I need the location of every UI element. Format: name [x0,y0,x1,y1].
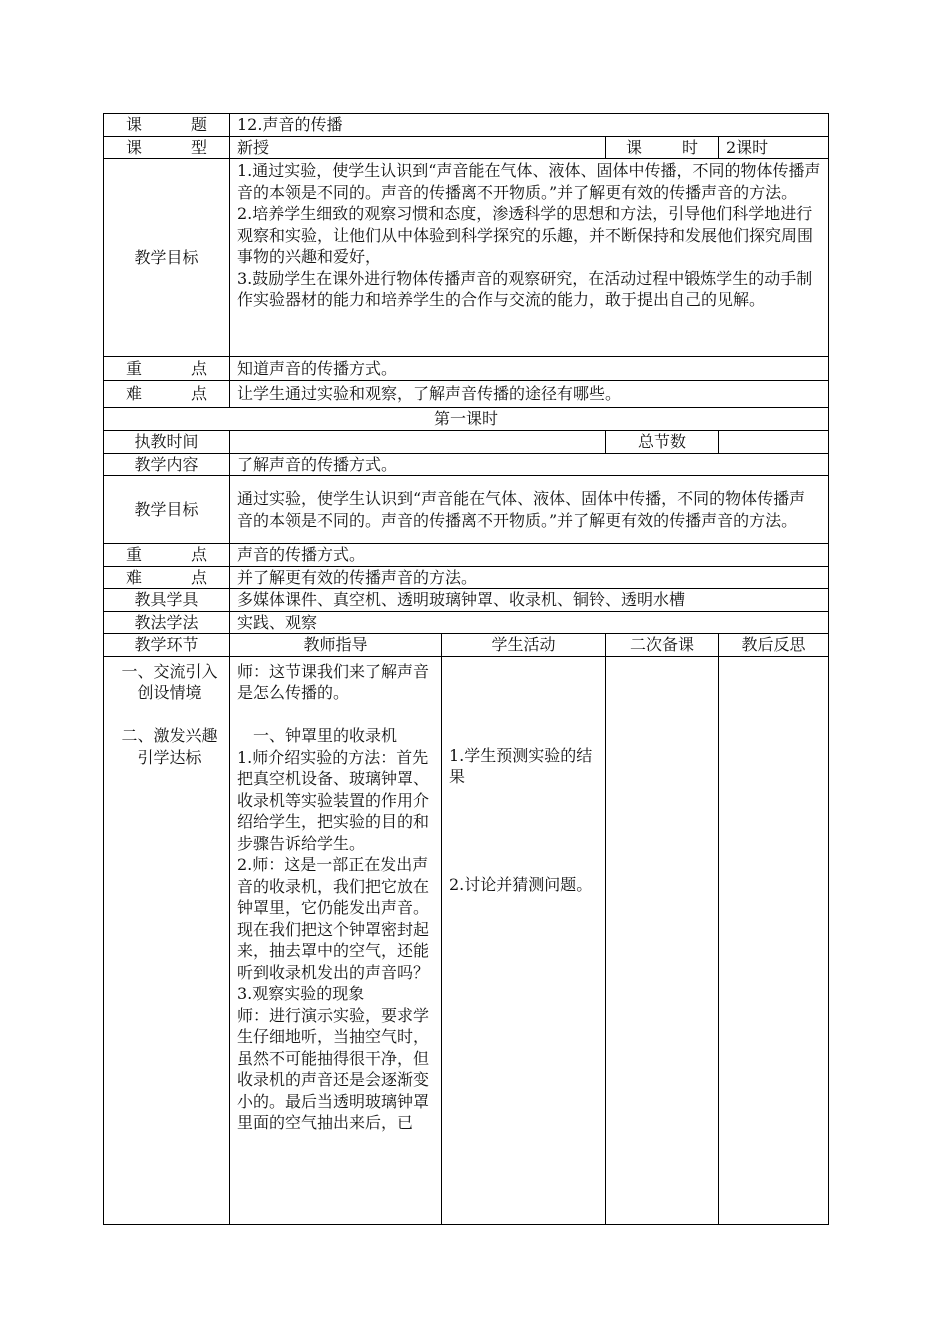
difficulty-label: 难 点 [104,381,230,408]
teacher-item: 师：这节课我们来了解声音是怎么传播的。 [237,661,430,702]
row-method [104,611,829,634]
row-time [104,431,829,454]
teacher-item: 3.观察实验的现象 [237,984,365,1003]
lesson-difficulty-value: 并了解更有效的传播声音的方法。 [230,566,829,589]
student-item: 1.学生预测实验的结果 [449,745,593,786]
goal-item: 1.通过实验，使学生认识到“声音能在气体、液体、固体中传播，不同的物体传播声音的本领是不同的。声音的传播离不开物质。”并了解更有效的传播声音的方法。 [237,161,821,202]
goal-item: 2.培养学生细致的观察习惯和态度，渗透科学的思想和方法，引导他们科学地进行观察和实验，让他们从中体验到科学探究的乐趣，并不断保持和发展他们探究周围事物的兴趣和爱好， [237,204,814,266]
lesson-key-value: 声音的传播方式。 [230,544,829,567]
reflection-cell [719,656,829,1224]
tools-label: 教具学具 [104,589,230,612]
row-type [104,136,829,159]
student-cell [442,656,606,1224]
goals-cell [230,159,829,357]
lesson-goal-value: 通过实验，使学生认识到“声音能在气体、液体、固体中传播，不同的物体传播声音的本领是不同的。声音的传播离不开物质。”并了解更有效的传播声音的方法。 [230,476,829,544]
type-value: 新授 [230,136,606,159]
row-lesson1-title [104,408,829,431]
total-label: 总节数 [606,431,719,454]
header-teacher: 教师指导 [230,634,442,657]
lesson1-title: 第一课时 [104,408,829,431]
topic-value: 12.声音的传播 [230,114,829,137]
row-lesson-key [104,544,829,567]
row-key [104,357,829,381]
lesson-difficulty-label: 难 点 [104,566,230,589]
lesson-key-label: 重 点 [104,544,230,567]
difficulty-value: 让学生通过实验和观察，了解声音传播的途径有哪些。 [230,381,829,408]
header-stage: 教学环节 [104,634,230,657]
teacher-item: 一、钟罩里的收录机 [253,726,398,745]
teacher-item: 1.师介绍实验的方法：首先把真空机设备、玻璃钟罩、收录机等实验装置的作用介绍给学生，把实验的目的和步骤告诉给学生。 [237,747,430,853]
total-value [719,431,829,454]
row-process-body [104,656,829,1224]
topic-label: 课 题 [104,114,230,137]
lesson-plan-document [103,113,828,1225]
student-item: 2.讨论并猜测问题。 [449,874,593,894]
key-value: 知道声音的传播方式。 [230,357,829,381]
header-second-prep: 二次备课 [606,634,719,657]
lesson-plan-table [103,113,829,1225]
tools-value: 多媒体课件、真空机、透明玻璃钟罩、收录机、铜铃、透明水槽 [230,589,829,612]
goal-item: 3.鼓励学生在课外进行物体传播声音的观察研究，在活动过程中锻炼学生的动手制作实验器材的能力和培养学生的合作与交流的能力，敢于提出自己的见解。 [237,268,813,309]
row-process-header [104,634,829,657]
second-prep-cell [606,656,719,1224]
teacher-cell [230,656,442,1224]
hours-value: 2课时 [719,136,829,159]
stage-cell [104,656,230,1224]
row-topic [104,114,829,137]
content-label: 教学内容 [104,453,230,476]
teacher-item: 2.师：这是一部正在发出声音的收录机，我们把它放在钟罩里，它仍能发出声音。现在我们把这个钟罩密封起来，抽去罩中的空气，还能听到收录机发出的声音吗？ [237,855,430,982]
key-label: 重 点 [104,357,230,381]
row-tools [104,589,829,612]
row-difficulty [104,381,829,408]
header-reflection: 教后反思 [719,634,829,657]
row-goals [104,159,829,357]
stage-intro: 一、交流引入 创设情境 [121,661,218,702]
method-label: 教法学法 [104,611,230,634]
time-value [230,431,606,454]
row-lesson-goal [104,476,829,544]
teacher-item: 师：进行演示实验，要求学生仔细地听，当抽空气时，虽然不可能抽得很干净，但收录机的声音还是会逐渐变小的。最后当透明玻璃钟罩里面的空气抽出来后，已 [237,1005,430,1132]
row-content [104,453,829,476]
content-value: 了解声音的传播方式。 [230,453,829,476]
row-lesson-difficulty [104,566,829,589]
type-label: 课 型 [104,136,230,159]
method-value: 实践、观察 [230,611,829,634]
hours-label: 课 时 [606,136,719,159]
header-student: 学生活动 [442,634,606,657]
goals-label: 教学目标 [104,159,230,357]
stage-develop: 二、激发兴趣 引学达标 [121,726,218,767]
lesson-goal-label: 教学目标 [104,476,230,544]
time-label: 执教时间 [104,431,230,454]
